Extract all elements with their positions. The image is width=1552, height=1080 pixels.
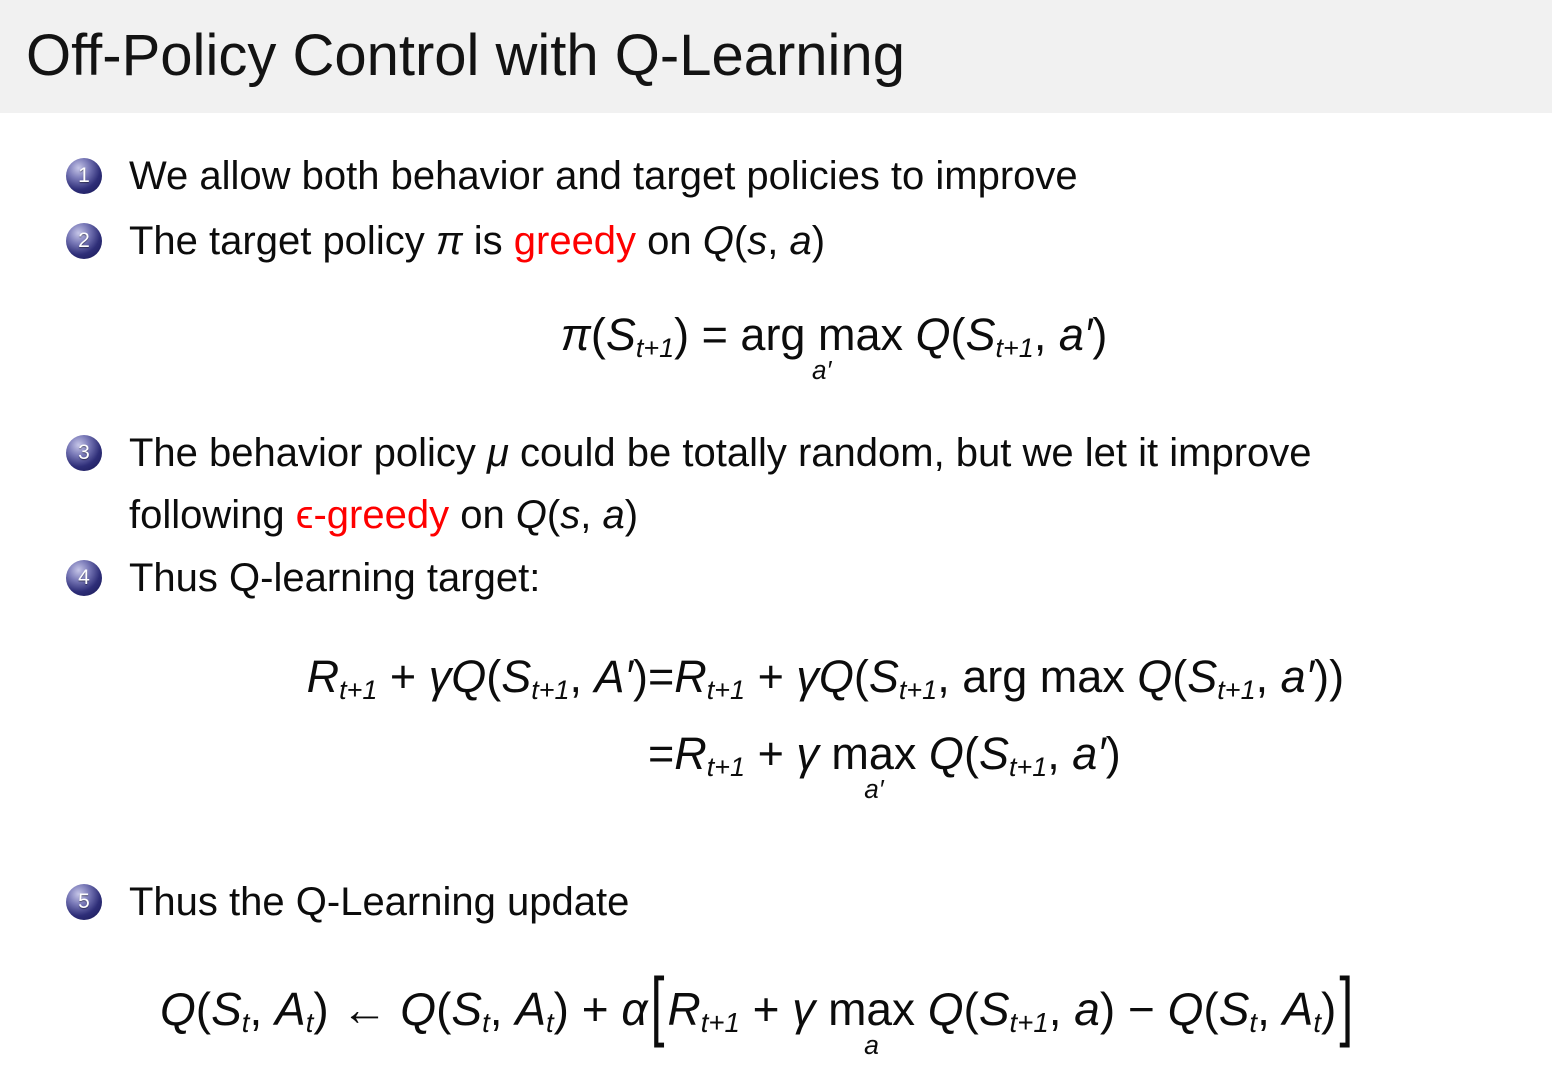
bullet-text-2: The target policy π is greedy on Q(s, a)	[129, 219, 826, 263]
target-equation-spacer	[0, 715, 648, 792]
bullet-item-4	[66, 547, 1526, 609]
bullet-ball-1	[66, 158, 102, 194]
page-title: Off-Policy Control with Q-Learning	[26, 23, 905, 88]
bullet-text-1: We allow both behavior and target policies to improve	[129, 154, 1078, 198]
bullet-number-3: 3	[78, 441, 90, 464]
slide-title-bar	[0, 0, 1552, 113]
bullet-text-5: Thus the Q-Learning update	[129, 880, 630, 924]
bullet-number-1: 1	[78, 164, 90, 187]
bullet-ball-5	[66, 884, 102, 920]
equation-qlearning-target	[0, 638, 1552, 805]
target-equation-lhs: $R_{t+1} + \gamma Q(S_{t+1}$, A′)	[306, 651, 648, 705]
target-equation-rhs-1: $=R_{t+1} + \gamma Q(S_{t+1}$, arg $\max Q(S_{t+1}$, a′))	[648, 651, 1345, 705]
bullet-ball-3	[66, 435, 102, 471]
equation-greedy-policy: $\pi(S_{t+1})$ = arg max a′ $Q(S_{t+1}$, a′)	[560, 309, 1108, 386]
bullet-text-4: Thus Q-learning target:	[129, 556, 541, 600]
bullet-item-5	[66, 871, 1526, 933]
target-equation-rhs-2: $=R_{t+1} + \gamma$ max a′ $Q(S_{t+1}$, a′)	[648, 728, 1121, 805]
bullet-text-3: The behavior policy μ could be totally random, but we let it improve following ϵ-greedy on Q(s, a)	[129, 431, 1312, 537]
bullet-item-2	[66, 210, 1526, 272]
bullet-ball-2	[66, 223, 102, 259]
bullet-number-5: 5	[78, 890, 90, 913]
bullet-number-4: 4	[78, 566, 90, 589]
bullet-item-1	[66, 145, 1526, 207]
bullet-item-3	[66, 422, 1526, 546]
bullet-number-2: 2	[78, 229, 90, 252]
bullet-ball-4	[66, 560, 102, 596]
equation-qlearning-update: $Q(S_t$, $A_t$) ← $Q(S_t$, $A_t) + \alpha[R_{t+1} + \gamma$ max a $Q(S_{t+1}$, $a) - Q(S_t$, $A_t$)]	[160, 961, 1354, 1061]
